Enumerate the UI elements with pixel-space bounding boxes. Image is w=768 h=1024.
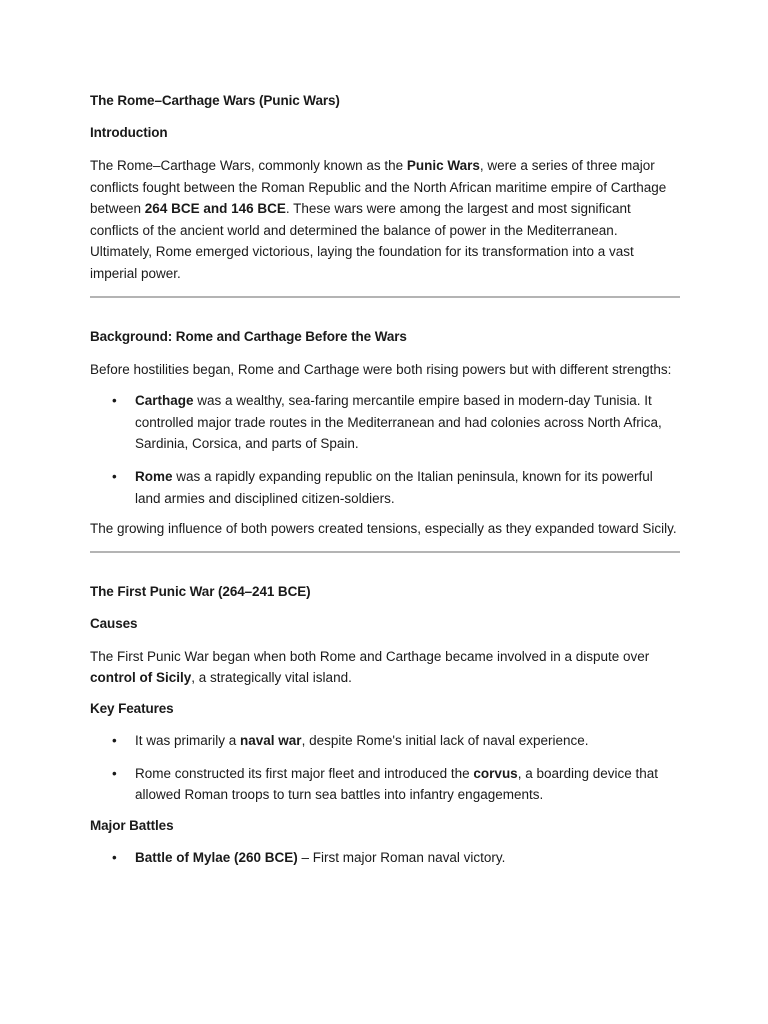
bullet-icon: • <box>112 393 117 409</box>
bullet-icon: • <box>112 732 117 748</box>
section-divider <box>90 296 680 298</box>
list-item: • Rome was a rapidly expanding republic on the Italian peninsula, known for its powerful land armies and disciplined citizen-soldiers. <box>90 466 680 509</box>
document-title: The Rome–Carthage Wars (Punic Wars) <box>90 93 340 108</box>
features-list <box>90 730 680 806</box>
background-paragraph: Before hostilities began, Rome and Carthage were both rising powers but with different strengths: <box>90 361 672 377</box>
background-list <box>90 390 680 509</box>
bullet-icon: • <box>112 468 117 484</box>
intro-paragraph: The Rome–Carthage Wars, commonly known as the Punic Wars, were a series of three major conflicts fought between the Roman Republic and the North African maritime empire of Carthage between 264 BCE and 146 BCE. These wars were among the largest and most significant conflicts of the ancient world and determined the balance of power in the Mediterranean. Ultimately, Rome emerged victorious, laying the foundation for its transformation into a vast imperial power. <box>90 158 667 281</box>
heading-causes: Causes <box>90 615 138 631</box>
section-divider <box>90 551 680 553</box>
battles-list <box>90 847 680 869</box>
bullet-icon: • <box>112 849 117 865</box>
heading-background: Background: Rome and Carthage Before the Wars <box>90 328 407 344</box>
document-content <box>90 92 680 868</box>
list-item: • It was primarily a naval war, despite Rome's initial lack of naval experience. <box>90 730 680 752</box>
list-item: • Rome constructed its first major fleet and introduced the corvus, a boarding device that allowed Roman troops to turn sea battles into infantry engagements. <box>90 763 680 806</box>
heading-introduction: Introduction <box>90 125 168 140</box>
bullet-icon: • <box>112 765 117 781</box>
heading-key-features: Key Features <box>90 700 174 716</box>
heading-first-punic-war: The First Punic War (264–241 BCE) <box>90 583 311 599</box>
heading-major-battles: Major Battles <box>90 817 174 833</box>
background-conclusion: The growing influence of both powers created tensions, especially as they expanded toward Sicily. <box>90 521 677 537</box>
list-item: • Carthage was a wealthy, sea-faring mercantile empire based in modern-day Tunisia. It controlled major trade routes in the Mediterranean and had colonies across North Africa, Sardinia, Corsica, and parts of Spain. <box>90 390 680 455</box>
causes-paragraph: The First Punic War began when both Rome and Carthage became involved in a dispute over control of Sicily, a strategically vital island. <box>90 648 650 686</box>
list-item: • Battle of Mylae (260 BCE) – First major Roman naval victory. <box>90 847 680 869</box>
